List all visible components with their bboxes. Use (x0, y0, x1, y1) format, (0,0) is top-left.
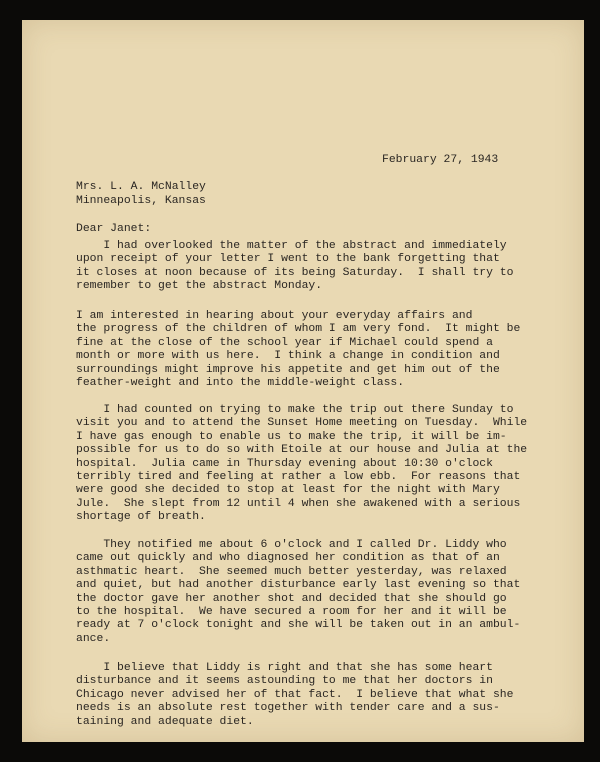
text-line: it closes at noon because of its being Saturday. I shall try to (76, 266, 514, 279)
paragraph-5 (76, 662, 536, 729)
paragraph-3 (76, 404, 536, 525)
text-line: I had counted on trying to make the trip out there Sunday to (76, 404, 514, 416)
paragraph-4 (76, 539, 536, 646)
letter-date: February 27, 1943 (382, 154, 499, 166)
text-line: fine at the close of the school year if Michael could spend a (76, 336, 493, 349)
text-line: asthmatic heart. She seemed much better yesterday, was relaxed (76, 565, 507, 578)
text-line: the doctor gave her another shot and decided that she should go (76, 592, 507, 605)
text-line: were good she decided to stop at least for the night with Mary (76, 484, 500, 497)
text-line: surroundings might improve his appetite and get him out of the (76, 363, 500, 376)
text-line: Jule. She slept from 12 until 4 when she awakened with a serious (76, 497, 521, 510)
text-line: feather-weight and into the middle-weight class. (76, 376, 405, 389)
text-line: I am interested in hearing about your everyday affairs and (76, 310, 473, 322)
text-line: ready at 7 o'clock tonight and she will be taken out in an ambul- (76, 619, 521, 632)
recipient-city: Minneapolis, Kansas (76, 195, 206, 207)
text-line: came out quickly and who diagnosed her condition as that of an (76, 552, 500, 565)
text-line: ance. (76, 632, 111, 645)
text-line: and quiet, but had another disturbance early last evening so that (76, 579, 521, 592)
paragraph-1 (76, 240, 536, 294)
text-line: month or more with us here. I think a change in condition and (76, 350, 500, 363)
text-line: needs is an absolute rest together with tender care and a sus- (76, 702, 500, 715)
text-line: the progress of the children of whom I am very fond. It might be (76, 323, 521, 336)
text-line: I had overlooked the matter of the abstract and immediately (76, 240, 507, 252)
text-line: Chicago never advised her of that fact. I believe that what she (76, 688, 514, 701)
text-line: I have gas enough to enable us to make the trip, it will be im- (76, 430, 507, 443)
text-line: upon receipt of your letter I went to the bank forgetting that (76, 253, 500, 266)
text-line: shortage of breath. (76, 511, 206, 524)
text-line: hospital. Julia came in Thursday evening about 10:30 o'clock (76, 457, 493, 470)
text-line: disturbance and it seems astounding to me that her doctors in (76, 675, 493, 688)
text-line: taining and adequate diet. (76, 715, 254, 728)
text-line: to the hospital. We have secured a room for her and it will be (76, 605, 507, 618)
salutation: Dear Janet: (76, 223, 152, 235)
text-line: visit you and to attend the Sunset Home meeting on Tuesday. While (76, 417, 528, 430)
text-line: remember to get the abstract Monday. (76, 280, 323, 293)
text-line: They notified me about 6 o'clock and I called Dr. Liddy who (76, 539, 507, 551)
text-line: possible for us to do so with Etoile at our house and Julia at the (76, 444, 528, 457)
text-line: terribly tired and feeling at rather a low ebb. For reasons that (76, 470, 521, 483)
recipient-name: Mrs. L. A. McNalley (76, 181, 206, 193)
text-line: I believe that Liddy is right and that she has some heart (76, 662, 493, 674)
paragraph-2 (76, 310, 536, 390)
